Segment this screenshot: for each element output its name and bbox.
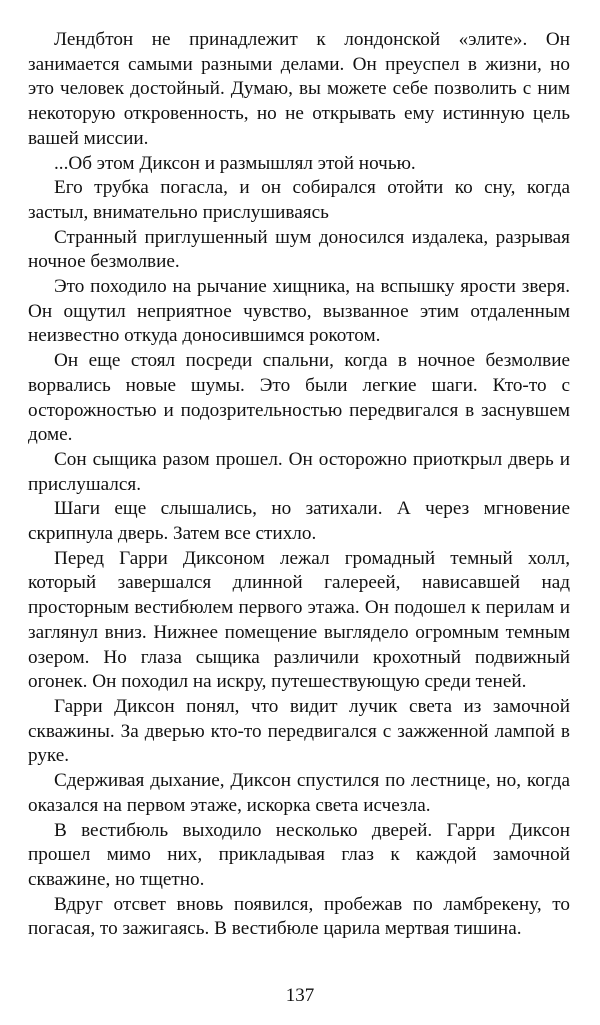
paragraph-10: Гарри Диксон понял, что видит лучик света из замочной скважины. За дверью кто-то передвигался с зажженной лампой в руке. bbox=[28, 695, 570, 767]
paragraph-4: Странный приглушенный шум доносился издалека, разрывая ночное безмолвие. bbox=[28, 226, 570, 273]
page-number: 137 bbox=[285, 985, 315, 1006]
paragraph-11: Сдерживая дыхание, Диксон спустился по лестнице, но, когда оказался на первом этаже, искорка света исчезла. bbox=[28, 770, 570, 816]
paragraph-5: Это походило на рычание хищника, на вспышку ярости зверя. Он ощутил неприятное чувство, вызванное этим отдаленным неизвестно откуда доносившимся рокотом. bbox=[28, 276, 570, 347]
paragraph-1: Лендбтон не принадлежит к лондонской «элите». Он занимается самыми разными делами. Он преуспел в жизни, но это человек достойный. Думаю, вы можете себе позволить с ним некоторую откровенность, но не открывать ему истинную цель вашей миссии. bbox=[28, 29, 570, 149]
paragraph-12: В вестибюль выходило несколько дверей. Гарри Диксон прошел мимо них, прикладывая глаз к каждой замочной скважине, но тщетно. bbox=[28, 819, 570, 890]
paragraph-8: Шаги еще слышались, но затихали. А через мгновение скрипнула дверь. Затем все стихло. bbox=[28, 498, 570, 545]
book-page-text bbox=[28, 28, 570, 942]
paragraph-13: Вдруг отсвет вновь появился, пробежав по ламбрекену, то погасая, то зажигаясь. В вестибюле царила мертвая тишина. bbox=[28, 893, 570, 940]
paragraph-2: ...Об этом Диксон и размышлял этой ночью. bbox=[54, 152, 416, 174]
paragraph-7: Сон сыщика разом прошел. Он осторожно приоткрыл дверь и прислушался. bbox=[28, 448, 570, 495]
paragraph-3: Его трубка погасла, и он собирался отойти ко сну, когда застыл, внимательно прислушиваясь bbox=[28, 177, 570, 223]
paragraph-9: Перед Гарри Диксоном лежал громадный темный холл, который завершался длинной галереей, нависавшей над просторным вестибюлем первого этажа. Он подошел к перилам и заглянул вниз. Нижнее помещение выглядело огромным темным озером. Но глаза сыщика различили крохотный подвижный огонек. Он походил на искру, путешествующую среди теней. bbox=[28, 547, 570, 693]
paragraph-6: Он еще стоял посреди спальни, когда в ночное безмолвие ворвались новые шумы. Это были легкие шаги. Кто-то с осторожностью и подозрительностью передвигался в заснувшем доме. bbox=[28, 350, 570, 446]
